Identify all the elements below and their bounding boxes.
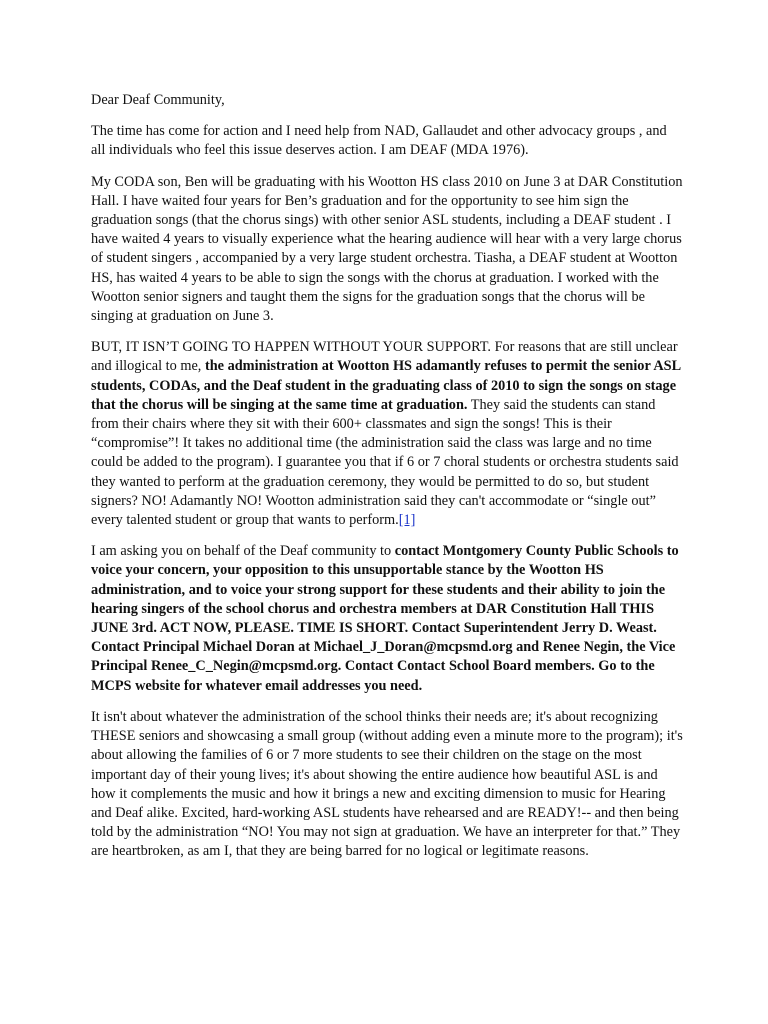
paragraph-contact-request bbox=[91, 542, 683, 696]
contact-lead-text: I am asking you on behalf of the Deaf community to bbox=[91, 543, 395, 560]
refusal-lead-text: BUT, IT ISN’T GOING TO HAPPEN WITHOUT YOUR SUPPORT. For reasons that are still unclear and illogical to me, bbox=[91, 339, 678, 375]
refusal-bold-text: the administration at Wootton HS adamantly refuses to permit the senior ASL students, CODAs, and the Deaf student in the graduating class of 2010 to sign the songs on stage that the chorus will be singing at the same time at graduation. bbox=[91, 358, 681, 413]
paragraph-refusal bbox=[91, 338, 683, 530]
contact-bold-text: contact Montgomery County Public Schools to voice your concern, your opposition to this unsupportable stance by the Wootton HS administration, and to voice your strong support for these students and their ability to join the hearing singers of the school chorus and orchestra members at DAR Constitution Hall THIS JUNE 3rd. ACT NOW, PLEASE. TIME IS SHORT. Contact Superintendent Jerry D. Weast. Contact Principal Michael Doran at Michael_J_Doran@mcpsmd.org and Renee Negin, the Vice Principal Renee_C_Negin@mcpsmd.org. Contact Contact School Board members. Go to the MCPS website for whatever email addresses you need. bbox=[91, 543, 679, 694]
refusal-tail-text: They said the students can stand from their chairs where they sit with their 600+ classmates and sign the songs! This is their “compromise”! It takes no additional time (the administration said the class was large and no time could be added to the program). I guarantee you that if 6 or 7 choral students or orchestra students said they wanted to perform at the graduation ceremony, they would be permitted to do so, but student signers? NO! Adamantly NO! Wootton administration said they can't accommodate or “single out” every talented student or group that wants to perform. bbox=[91, 396, 679, 529]
paragraph-coda-son: My CODA son, Ben will be graduating with his Wootton HS class 2010 on June 3 at DAR Constitution Hall. I have waited four years for Ben’s graduation and for the opportunity to see him sign the graduation songs (that the chorus sings) with other senior ASL students, including a DEAF student . I have waited 4 years to visually experience what the hearing audience will hear with a very large chorus of student singers , accompanied by a very large student orchestra. Tiasha, a DEAF student at Wootton HS, has waited 4 years to be able to sign the songs with the chorus at graduation. I worked with the Wootton senior signers and taught them the signs for the graduation songs that the chorus will be singing at graduation on June 3. bbox=[91, 173, 683, 325]
letter-greeting: Dear Deaf Community, bbox=[91, 92, 225, 108]
footnote-link[interactable]: [1] bbox=[398, 512, 416, 529]
paragraph-not-about-admin: It isn't about whatever the administration of the school thinks their needs are; it's about recognizing THESE seniors and showcasing a small group (without adding even a minute more to the program); it's about allowing the families of 6 or 7 more students to see their children on the stage on the most important day of their young lives; it's about showing the entire audience how beautiful ASL is and how it complements the music and how it brings a new and exciting dimension to music for Hearing and Deaf alike. Excited, hard-working ASL students have rehearsed and are READY!-- and then being told by the administration “NO! You may not sign at graduation. We have an interpreter for that.” They are heartbroken, as am I, that they are being barred for no logical or legitimate reasons. bbox=[91, 708, 683, 860]
paragraph-call-to-action: The time has come for action and I need help from NAD, Gallaudet and other advocacy groups , and all individuals who feel this issue deserves action. I am DEAF (MDA 1976). bbox=[91, 123, 667, 159]
